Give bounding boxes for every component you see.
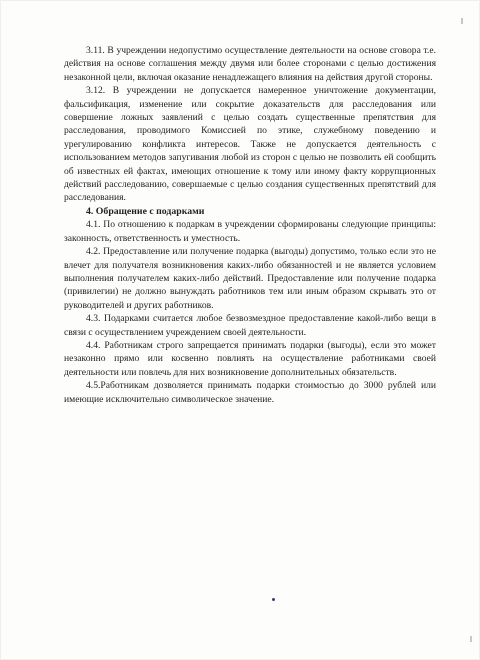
scan-edge-mark: [470, 636, 472, 642]
document-body: [64, 44, 436, 406]
scan-edge-mark: [461, 18, 463, 24]
paragraph-4-2: 4.2. Предоставление или получение подарка (выгоды) допустимо, только если это не влечет для получателя возникновения каких-либо обязанностей и не является условием выполнения получателем каких-либо действий. Предоставление или получение подарка (привилегии) не должно вынуждать работников тем или иным образом скрывать это от руководителей и других работников.: [64, 246, 436, 311]
paragraph-4-5: 4.5.Работникам дозволяется принимать подарки стоимостью до 3000 рублей или имеющие исключительно символическое значение.: [64, 380, 436, 405]
paragraph-3-12: 3.12. В учреждении не допускается намеренное уничтожение документации, фальсификация, изменение или сокрытие доказательств для расследования или совершение ложных заявлений с целью создать существенные препятствия для расследования, проводимого Комиссией по этике, служебному поведению и урегулированию конфликта интересов. Также не допускается деятельность с использованием методов запугивания любой из сторон с целью не позволить ей сообщить об известных ей фактах, имеющих отношение к тому или иному факту коррупционных действий расследованию, совершаемые с целью создания существенных препятствий для расследования.: [64, 85, 436, 204]
section-title: 4. Обращение с подарками: [86, 205, 205, 217]
ink-speck: [272, 598, 275, 601]
paragraph-3-11: 3.11. В учреждении недопустимо осуществление деятельности на основе сговора т.е. действия на основе соглашения между двумя или более сторонами с целью достижения незаконной цели, включая оказание ненадлежащего влияния на действия другой стороны.: [64, 45, 436, 83]
paragraph-4-3: 4.3. Подарками считается любое безвозмездное предоставление какой-либо вещи в связи с осуществлением учреждением своей деятельности.: [64, 313, 436, 338]
paragraph-4-4: 4.4. Работникам строго запрещается принимать подарки (выгоды), если это может незаконно прямо или косвенно повлиять на осуществление работниками своей деятельности или повлечь для них возникновение дополнительных обязательств.: [64, 339, 436, 378]
paragraph-4-1: 4.1. По отношению к подаркам в учреждении сформированы следующие принципы: законность, ответственность и уместность.: [64, 219, 436, 244]
